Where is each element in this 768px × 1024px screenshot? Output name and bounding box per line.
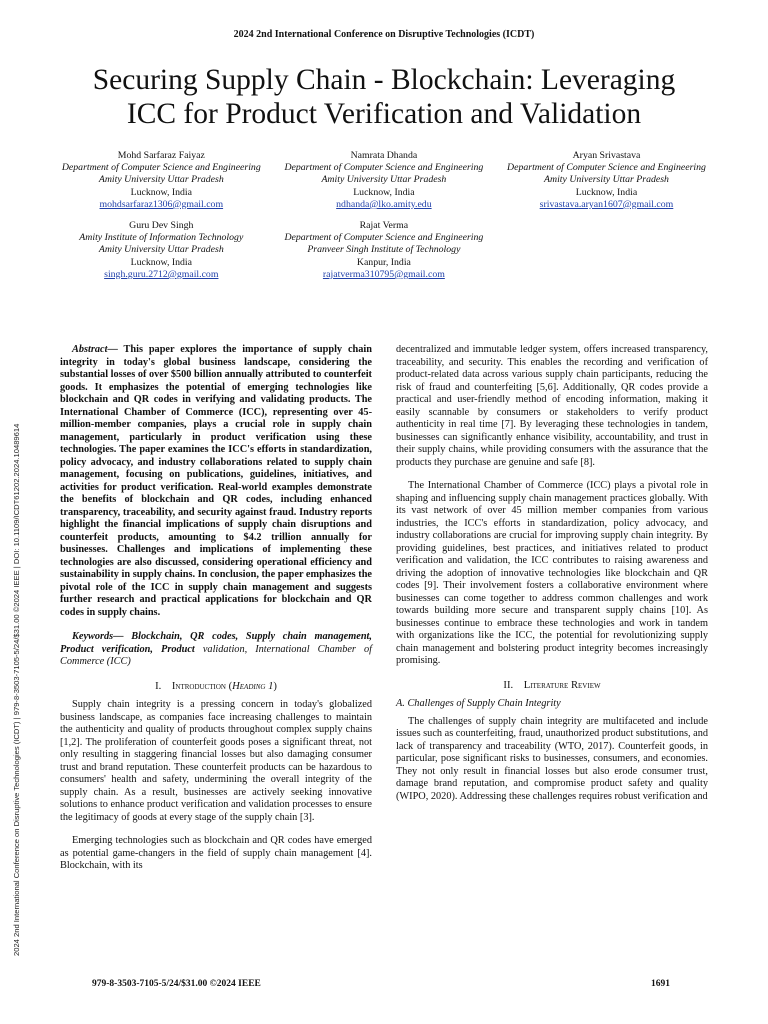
author-email-link[interactable]: singh.guru.2712@gmail.com	[104, 268, 219, 280]
author-location: Lucknow, India	[130, 186, 192, 198]
author-department: Amity Institute of Information Technology	[79, 232, 244, 244]
keywords-rest: validation, International Chamber of Commerce (ICC)	[60, 643, 372, 667]
author-institution: Amity University Uttar Pradesh	[321, 174, 447, 186]
section-title: Introduction (	[171, 680, 233, 692]
author-location: Lucknow, India	[353, 186, 415, 198]
author-location: Kanpur, India	[356, 256, 411, 268]
author-institution: Amity University Uttar Pradesh	[98, 174, 224, 186]
author-department: Department of Computer Science and Engineering	[284, 162, 484, 174]
right-column	[396, 344, 708, 803]
literature-paragraph: The challenges of supply chain integrity are multifaceted and include issues such as counterfeiting, fraud, unauthorized product substitutions, and lack of transparency and traceability (WTO, 2017). Counterfeit goods, in particular, pose significant risks to businesses, consumers, and economies. They not only result in financial losses but also erode consumer trust, damage brand reputation, and compromise product safety and quality (WIPO, 2020). Addressing these challenges requires robust verification and	[396, 715, 708, 802]
author-row	[50, 150, 718, 211]
intro-paragraph-2: Emerging technologies such as blockchain and QR codes have emerged as potential game-changers in the field of supply chain management [4]. Blockchain, with its	[60, 835, 372, 871]
section-number: II.	[503, 679, 514, 691]
doi-sidebar: 2024 2nd International Conference on Disruptive Technologies (ICDT) | 979-8-3503-7105-5/24/$31.00 ©2024 IEEE | DOI: 10.1109/ICDT61202.2024.10489614	[12, 423, 21, 956]
author-institution: Pranveer Singh Institute of Technology	[307, 244, 461, 256]
keywords-label: Keywords—	[72, 631, 124, 642]
author-name: Aryan Srivastava	[572, 150, 641, 161]
author-email-link[interactable]: rajatverma310795@gmail.com	[322, 268, 445, 280]
author-email-link[interactable]: mohdsarfaraz1306@gmail.com	[99, 198, 224, 210]
subsection-heading-a: A. Challenges of Supply Chain Integrity	[396, 698, 561, 709]
author-name: Mohd Sarfaraz Faiyaz	[117, 150, 205, 161]
intro-paragraph-icc: The International Chamber of Commerce (ICC) plays a pivotal role in shaping and influencing supply chain management practices globally. With its vast network of over 45 million member companies from various industries, the ICC's efforts in standardization, policy advocacy, and industry collaborations are crucial for improving supply chain integrity. By providing guidelines, best practices, and initiatives related to product verification and validation, the ICC contributes to raising awareness and driving the adoption of innovative technologies like blockchain and QR codes [9]. Their involvement fosters a collaborative environment where businesses can come together to address common challenges and work towards building more secure and transparent supply chains [10]. As businesses continue to embrace these technologies and work in tandem with organizations like the ICC, the potential for revolutionizing supply chain management and bolstering product integrity becomes increasingly promising.	[396, 480, 708, 666]
author-card	[273, 150, 496, 211]
keywords-bold: Blockchain, QR codes, Supply chain management, Product verification, Product	[60, 631, 372, 655]
abstract	[60, 344, 372, 619]
left-column	[60, 344, 372, 873]
intro-paragraph-continued: decentralized and immutable ledger system, offers increased transparency, traceability, and security. This enables the recording and verification of product-related data across various supply chain participants, reducing the risk of fraud and counterfeiting [5,6]. Additionally, QR codes provide a practical and user-friendly method of encoding information, making it easily scannable by consumers or stakeholders to verify product authenticity in real time [7]. By leveraging these technologies in tandem, businesses can significantly enhance visibility, accountability, and trust in their supply chains, while providing consumers with the assurance that the products they purchase are genuine and safe [8].	[396, 344, 708, 468]
author-row	[50, 220, 718, 281]
author-name: Rajat Verma	[359, 220, 409, 232]
paper-title	[40, 63, 728, 131]
footer-copyright: 979-8-3503-7105-5/24/$31.00 ©2024 IEEE	[92, 979, 261, 989]
author-institution: Amity University Uttar Pradesh	[544, 174, 669, 186]
author-card	[50, 150, 273, 211]
author-name: Guru Dev Singh	[129, 220, 194, 232]
heading-close: )	[273, 680, 277, 692]
author-department: Department of Computer Science and Engineering	[284, 232, 484, 244]
section-heading-introduction	[60, 681, 372, 694]
abstract-text: — This paper explores the importance of supply chain integrity in today's global business landscape, considering the substantial losses of over $500 billion annually attributed to counterfeit goods. It emphasizes the potential of emerging technologies like blockchain and QR codes in verifying and validating products. The International Chamber of Commerce (ICC), representing over 45-million-member companies, plays a crucial role in supply chain management, particularly in product verification using these technologies. The paper examines the ICC's efforts in standardization, policy advocacy, and industry collaborations related to supply chain management, focusing on publications, guidelines, initiatives, and activities for product verification. Real-world examples demonstrate the benefits of blockchain and QR codes, including enhanced transparency, traceability, and security against fraud. Industry reports highlight the financial implications of supply chain disruptions and counterfeit products, amounting to $4.2 trillion annually for businesses. Challenges and implications of implementing these technologies are also discussed, considering operational efficiency and sustainability in supply chains. In conclusion, the paper emphasizes the pivotal role of the ICC in supply chain management and suggests further research and practical applications for blockchain and QR codes in supply chains.	[60, 344, 372, 618]
title-line-2: ICC for Product Verification and Validation	[126, 98, 642, 130]
conference-header: 2024 2nd International Conference on Disruptive Technologies (ICDT)	[233, 29, 535, 40]
section-heading-literature-review	[396, 680, 708, 693]
page-number: 1691	[651, 979, 670, 989]
author-department: Department of Computer Science and Engineering	[61, 162, 261, 174]
abstract-label: Abstract	[72, 344, 108, 355]
section-number: I.	[155, 680, 162, 692]
author-card	[495, 150, 718, 211]
author-email-link[interactable]: ndhanda@lko.amity.edu	[336, 198, 432, 210]
author-block	[50, 150, 718, 281]
section-title: Literature Review	[523, 679, 601, 691]
author-institution: Amity University Uttar Pradesh	[98, 244, 224, 256]
author-department: Department of Computer Science and Engineering	[507, 162, 706, 174]
intro-paragraph-1: Supply chain integrity is a pressing concern in today's globalized business landscape, as companies face increasing challenges to maintain the authenticity and quality of products throughout complex supply chains [1,2]. The proliferation of counterfeit goods poses a significant threat, not only resulting in staggering financial losses but also damaging consumer trust and brand reputation. These counterfeit products can be hazardous to consumers' health and safety, undermining the overall integrity of the supply chain. As a result, businesses are actively seeking innovative solutions to enhance product verification and validation processes to ensure the legitimacy of goods at every stage of the supply chain [3].	[60, 699, 372, 823]
author-card	[50, 220, 273, 281]
author-name: Namrata Dhanda	[350, 150, 418, 161]
heading-tag: Heading 1	[232, 680, 274, 692]
author-email-link[interactable]: srivastava.aryan1607@gmail.com	[539, 198, 674, 210]
keywords	[60, 631, 372, 669]
author-location: Lucknow, India	[575, 186, 638, 198]
author-location: Lucknow, India	[130, 256, 192, 268]
author-card	[273, 220, 496, 281]
title-line-1: Securing Supply Chain - Blockchain: Leveraging	[92, 64, 676, 96]
